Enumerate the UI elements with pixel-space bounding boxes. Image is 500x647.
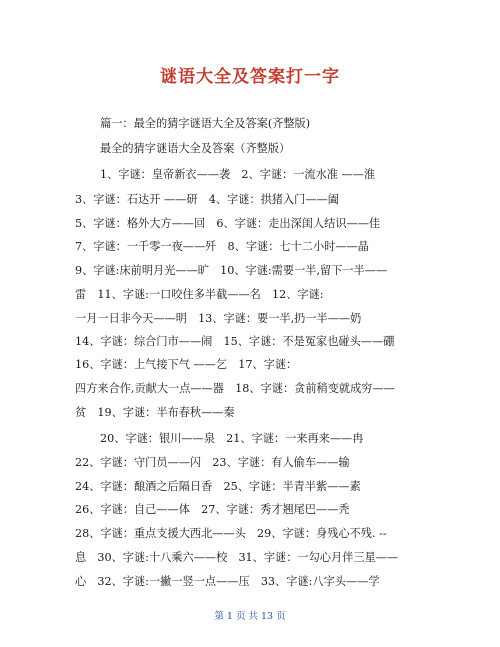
document-title: 谜语大全及答案打一字 bbox=[160, 67, 340, 87]
text-line: 14、字谜：综合门市——闹 15、字谜：不是冤家也碰头——硼 bbox=[75, 335, 395, 348]
text-line: 22、字谜：守门员——闪 23、字谜：有人偷车——输 bbox=[75, 456, 350, 469]
text-line: 24、字谜：酿酒之后隔日香 25、字谜：半青半紫——素 bbox=[75, 480, 361, 493]
text-line: 贫 19、字谜：半布春秋——秦 bbox=[75, 406, 235, 419]
text-line: 28、字谜：重点支援大西北——头 29、字谜：身残心不残. -- bbox=[75, 527, 387, 540]
text-line: 1、字谜：皇帝新衣——袭 2、字谜：一流水准 ——淮 bbox=[100, 168, 376, 181]
text-line: 息 30、字谜:十八乘六——校 31、字谜：一勾心月伴三星—— bbox=[75, 551, 399, 564]
subheading: 最全的猜字谜语大全及答案（齐整版） bbox=[100, 142, 291, 155]
text-line: 7、字谜：一千零一夜——歼 8、字谜：七十二小时——晶 bbox=[75, 240, 369, 253]
section-heading: 篇一：最全的猜字谜语大全及答案(齐整版) bbox=[100, 117, 311, 130]
text-line: 16、字谜：上气接下气 ——乞 17、字谜： bbox=[75, 358, 298, 371]
text-line: 心 32、字谜:一撇一竖一点——压 33、字谜:八字头——学 bbox=[75, 575, 380, 588]
text-line: 四方来合作,贡献大一点——器 18、字谜：贪前稍变就成穷—— bbox=[75, 382, 395, 395]
text-line: 一月一日非今天——明 13、字谜：要一半,扔一半——奶 bbox=[75, 312, 362, 325]
text-line: 雷 11、字谜:一口咬住多半截——名 12、字谜: bbox=[75, 288, 324, 301]
text-line: 3、字谜：石达开 ——研 4、字谜：拱猪入门——阖 bbox=[75, 193, 339, 206]
text-line: 20、字谜：银川——泉 21、字谜：一来再来——冉 bbox=[100, 432, 364, 445]
text-line: 5、字谜：格外大方——回 6、字谜：走出深闺人结识——佳 bbox=[75, 217, 381, 230]
page-footer: 第 1 页 共 13 页 bbox=[214, 611, 286, 622]
text-line: 26、字谜：自己——体 27、字谜：秀才翘尾巴——秃 bbox=[75, 503, 350, 516]
text-line: 9、字谜:床前明月光——旷 10、字谜:需要一半,留下一半—— bbox=[75, 264, 388, 277]
